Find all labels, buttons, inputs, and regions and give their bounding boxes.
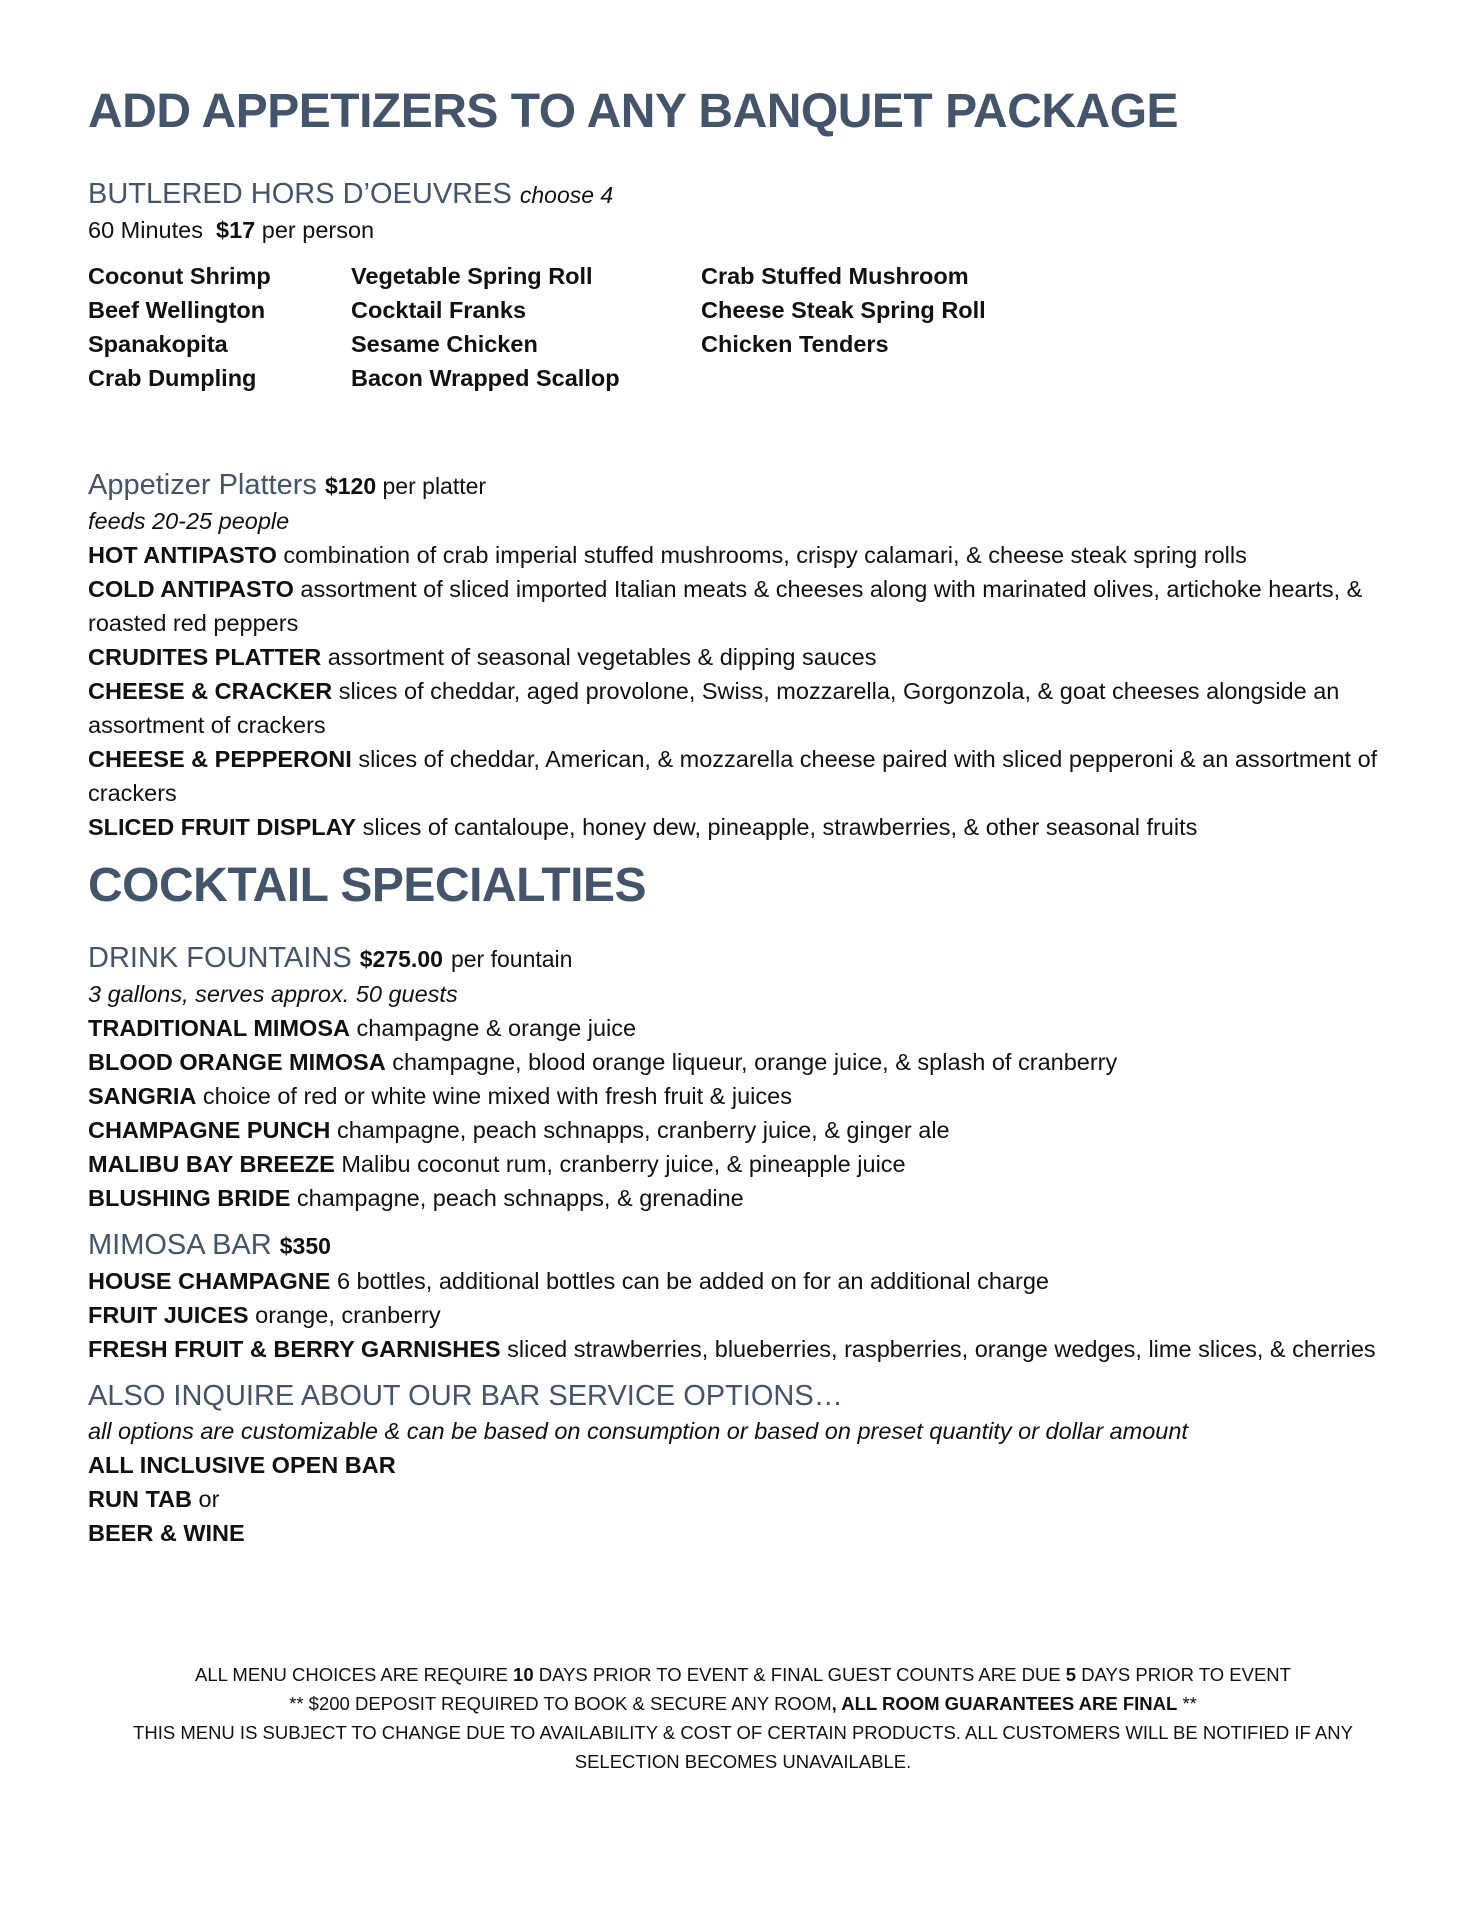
butlered-item: Bacon Wrapped Scallop [351,365,620,391]
butlered-item: Vegetable Spring Roll [351,263,593,289]
appetizers-title: ADD APPETIZERS TO ANY BANQUET PACKAGE [88,85,1179,138]
platter-item [88,640,1418,674]
butlered-item: Crab Dumpling [88,365,257,391]
mimosa-name: HOUSE CHAMPAGNE [88,1268,331,1294]
fountain-name: SANGRIA [88,1083,197,1109]
mimosa-bar-section [88,1227,1418,1366]
platters-section [88,467,1418,844]
fountain-name: TRADITIONAL MIMOSA [88,1015,350,1041]
mimosa-desc: 6 bottles, additional bottles can be added on for an additional charge [336,1268,1049,1294]
butlered-item: Cheese Steak Spring Roll [701,297,986,323]
bar-service-section [88,1378,1418,1550]
mimosa-item [88,1332,1418,1366]
butlered-column-1 [88,259,351,395]
mimosa-name: FRESH FRUIT & BERRY GARNISHES [88,1336,501,1362]
platter-item [88,674,1418,742]
footer-l1-a: ALL MENU CHOICES ARE REQUIRE [195,1664,508,1685]
platter-name: SLICED FRUIT DISPLAY [88,814,357,840]
fountains-heading [88,940,1418,977]
platter-item [88,572,1418,640]
platter-desc: slices of cantaloupe, honey dew, pineapple, strawberries, & other seasonal fruits [362,814,1198,840]
platter-name: COLD ANTIPASTO [88,576,294,602]
fountain-desc: Malibu coconut rum, cranberry juice, & pineapple juice [341,1151,906,1177]
platter-item [88,810,1418,844]
platter-name: HOT ANTIPASTO [88,542,277,568]
fountain-item [88,1079,1418,1113]
butlered-item: Sesame Chicken [351,331,538,357]
fountain-name: BLOOD ORANGE MIMOSA [88,1049,386,1075]
platter-desc: assortment of seasonal vegetables & dipping sauces [327,644,877,670]
bar-option-suffix: or [198,1486,220,1512]
fountain-name: BLUSHING BRIDE [88,1185,291,1211]
footer-l2-b: , ALL ROOM GUARANTEES ARE FINAL [831,1693,1178,1714]
fountains-section [88,940,1418,1215]
cocktails-title: COCKTAIL SPECIALTIES [88,859,647,912]
mimosa-name: FRUIT JUICES [88,1302,249,1328]
footer-line-1 [88,1660,1398,1689]
fountains-price: $275.00 [359,946,443,972]
platters-price-unit-text: per platter [382,473,487,499]
butlered-item: Spanakopita [88,331,228,357]
mimosa-bar-heading [88,1227,1418,1264]
platters-price-unit [376,473,486,499]
fountain-desc: champagne, peach schnapps, cranberry juice, & ginger ale [336,1117,950,1143]
mimosa-desc: sliced strawberries, blueberries, raspberries, orange wedges, lime slices, & cherries [507,1336,1376,1362]
fountain-name: MALIBU BAY BREEZE [88,1151,335,1177]
bar-option [88,1516,1418,1550]
mimosa-desc: orange, cranberry [255,1302,441,1328]
butlered-column-2 [351,259,701,395]
mimosa-item [88,1298,1418,1332]
platter-item [88,538,1418,572]
platters-heading [88,467,1418,504]
fountain-desc: champagne & orange juice [356,1015,637,1041]
mimosa-bar-heading-text: MIMOSA BAR [88,1229,272,1261]
platter-item [88,742,1418,810]
bar-option-name: BEER & WINE [88,1520,245,1546]
butlered-section [88,176,1418,395]
butlered-price-unit: per person [261,217,375,243]
fountain-desc: champagne, peach schnapps, & grenadine [296,1185,744,1211]
butlered-item: Cocktail Franks [351,297,527,323]
bar-option-name: ALL INCLUSIVE OPEN BAR [88,1452,396,1478]
platter-name: CRUDITES PLATTER [88,644,322,670]
footer-l1-b: DAYS PRIOR TO EVENT & FINAL GUEST COUNTS ARE DUE [538,1664,1061,1685]
butlered-item: Crab Stuffed Mushroom [701,263,969,289]
butlered-price-line [88,213,1418,247]
bar-option [88,1448,1418,1482]
fountain-item [88,1181,1418,1215]
platter-desc: assortment of sliced imported Italian meats & cheeses along with marinated olives, artichoke hearts, & roasted red peppers [88,576,1363,636]
bar-service-note: all options are customizable & can be based on consumption or based on preset quantity or dollar amount [88,1418,1188,1444]
fountains-heading-text: DRINK FOUNTAINS [88,942,352,974]
fountain-item [88,1011,1418,1045]
butlered-item: Coconut Shrimp [88,263,271,289]
butlered-price: $17 [216,217,256,243]
mimosa-item [88,1264,1418,1298]
footer-notice [88,1660,1398,1776]
menu-page [88,82,1418,1550]
platters-price: $120 [324,473,377,499]
butlered-duration: 60 Minutes [88,217,203,243]
footer-l1-days2: 5 [1065,1664,1077,1685]
platter-desc: slices of cheddar, American, & mozzarella cheese paired with sliced pepperoni & an assortment of crackers [88,746,1378,806]
footer-l2-c: ** [1182,1693,1197,1714]
butlered-item: Beef Wellington [88,297,266,323]
fountain-desc: choice of red or white wine mixed with fresh fruit & juices [202,1083,792,1109]
platter-name: CHEESE & CRACKER [88,678,333,704]
footer-l2-a: ** $200 DEPOSIT REQUIRED TO BOOK & SECURE ANY ROOM [289,1693,832,1714]
butlered-items-grid [88,259,1418,395]
platter-name: CHEESE & PEPPERONI [88,746,352,772]
bar-option [88,1482,1418,1516]
footer-l1-days1: 10 [513,1664,534,1685]
butlered-item: Chicken Tenders [701,331,889,357]
fountain-desc: champagne, blood orange liqueur, orange juice, & splash of cranberry [392,1049,1118,1075]
mimosa-bar-price: $350 [279,1233,331,1259]
platters-heading-text: Appetizer Platters [88,469,317,501]
fountains-note: 3 gallons, serves approx. 50 guests [88,981,458,1007]
footer-line-3: THIS MENU IS SUBJECT TO CHANGE DUE TO AVAILABILITY & COST OF CERTAIN PRODUCTS. ALL CUSTOMERS WILL BE NOTIFIED IF ANY SELECTION BECOMES UNAVAILABLE. [133,1722,1353,1772]
fountains-price-unit: per fountain [450,946,573,972]
fountain-item [88,1045,1418,1079]
butlered-heading-text: BUTLERED HORS D’OEUVRES [88,178,512,210]
butlered-column-3 [701,259,1051,395]
butlered-heading [88,176,1418,213]
bar-service-heading: ALSO INQUIRE ABOUT OUR BAR SERVICE OPTIONS… [88,1380,843,1412]
footer-l1-c: DAYS PRIOR TO EVENT [1081,1664,1291,1685]
footer-line-2 [88,1689,1398,1718]
butlered-choose: choose 4 [519,182,614,208]
platter-desc: slices of cheddar, aged provolone, Swiss, mozzarella, Gorgonzola, & goat cheeses alongside an assortment of crackers [88,678,1340,738]
platter-desc: combination of crab imperial stuffed mushrooms, crispy calamari, & cheese steak spring rolls [283,542,1247,568]
platters-note: feeds 20-25 people [88,508,290,534]
bar-option-name: RUN TAB [88,1486,192,1512]
fountain-name: CHAMPAGNE PUNCH [88,1117,331,1143]
fountain-item [88,1147,1418,1181]
fountain-item [88,1113,1418,1147]
